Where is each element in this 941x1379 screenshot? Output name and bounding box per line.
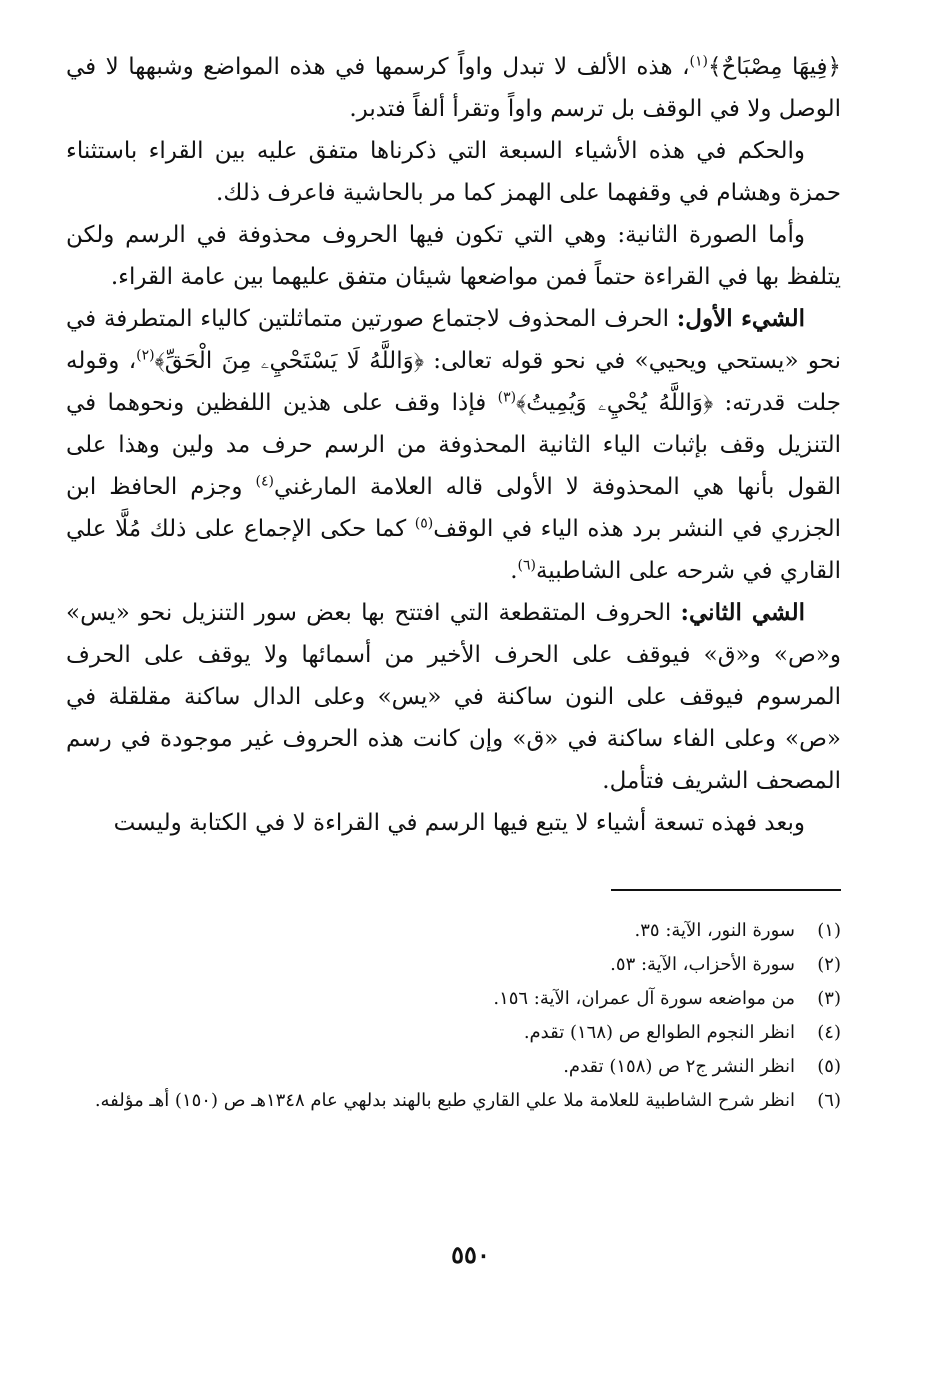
paragraph-4-text-d: وجزم الحافظ ابن الجزري في النشر برد هذه الياء في الوقف bbox=[66, 474, 841, 542]
footnote-6 bbox=[70, 1084, 841, 1118]
footnote-text: سورة النور، الآية: ٣٥. bbox=[634, 920, 795, 941]
paragraph-4-text-c: فإذا وقف على هذين اللفظين ونحوهما في التنزيل وقف بإثبات الياء الثانية المحذوفة من الرسم حرف مد ولين وهذا على القول بأنها هي المحذوفة لا الأولى قاله العلامة المارغني bbox=[66, 390, 841, 500]
section-label-first: الشيء الأول: bbox=[676, 305, 805, 332]
paragraph-2: والحكم في هذه الأشياء السبعة التي ذكرناها متفق عليه بين القراء باستثناء حمزة وهشام في وقفهما على الهمز كما مر بالحاشية فاعرف ذلك. bbox=[66, 138, 841, 206]
paragraph-4-text-e: كما حكى الإجماع على ذلك مُلَّا علي القاري في شرحه على الشاطبية bbox=[66, 516, 841, 584]
footnote-5 bbox=[70, 1050, 841, 1084]
paragraph-6: وبعد فهذه تسعة أشياء لا يتبع فيها الرسم في القراءة لا في الكتابة وليست bbox=[113, 810, 805, 836]
section-label-second: الشي الثاني: bbox=[680, 599, 805, 626]
footnote-ref-1: (١) bbox=[689, 53, 708, 70]
paragraph-4 bbox=[66, 298, 841, 592]
paragraph-4-text-b: ، وقوله جلت قدرته: ﴿وَاللَّهُ يُحْيِۦ وَيُمِيتُ﴾ bbox=[66, 348, 841, 416]
paragraph-1 bbox=[66, 46, 841, 130]
quran-verse: ﴿فِيهَا مِصْبَاحٌ﴾ bbox=[707, 54, 841, 80]
footnote-ref-4: (٤) bbox=[255, 473, 274, 490]
footnote-ref-6: (٦) bbox=[517, 557, 536, 574]
footnote-ref-5: (٥) bbox=[414, 515, 434, 532]
footnote-text: انظر النجوم الطوالع ص (١٦٨) تقدم. bbox=[523, 1022, 795, 1043]
footnote-2 bbox=[70, 948, 841, 982]
page-number: ٥٥٠ bbox=[451, 1240, 490, 1269]
footnote-number: (٦) bbox=[817, 1090, 841, 1111]
paragraph-3: وأما الصورة الثانية: وهي التي تكون فيها الحروف محذوفة في الرسم ولكن يتلفظ بها في القراءة حتماً فمن مواضعها شيئان متفق عليهما بين عامة القراء. bbox=[66, 222, 841, 290]
footnote-number: (١) bbox=[817, 920, 841, 941]
footnote-text: انظر النشر ج٢ ص (١٥٨) تقدم. bbox=[563, 1056, 795, 1077]
paragraph-5-text: الحروف المتقطعة التي افتتح بها بعض سور التنزيل نحو «يس» و«ص» و«ق» فيوقف على الحرف الأخير من أسمائها ولا يوقف على الحرف المرسوم فيوقف على النون ساكنة في «يس» وعلى الدال ساكنة مقلقلة في «ص» وعلى الفاء ساكنة في «ق» وإن كانت هذه الحروف غير موجودة في رسم المصحف الشريف فتأمل. bbox=[66, 600, 841, 794]
paragraph-4-text-f: . bbox=[510, 558, 518, 584]
footnote-text: من مواضعه سورة آل عمران، الآية: ١٥٦. bbox=[493, 988, 795, 1009]
footnote-separator bbox=[611, 889, 841, 891]
footnote-number: (٥) bbox=[817, 1056, 841, 1077]
footnote-number: (٢) bbox=[817, 954, 841, 975]
footnote-3 bbox=[70, 982, 841, 1016]
footnote-ref-2: (٢) bbox=[136, 347, 155, 364]
footnote-number: (٤) bbox=[817, 1022, 841, 1043]
paragraph-5 bbox=[66, 592, 841, 802]
footnote-1 bbox=[70, 914, 841, 948]
paragraph-4-text-a: الحرف المحذوف لاجتماع صورتين متماثلتين كالياء المتطرفة في نحو «يستحي ويحيي» في نحو قوله تعالى: ﴿وَاللَّهُ لَا يَسْتَحْيِۦ مِنَ الْحَقِّ﴾ bbox=[66, 306, 842, 374]
footnote-number: (٣) bbox=[817, 988, 841, 1009]
footnote-text: سورة الأحزاب، الآية: ٥٣. bbox=[610, 954, 795, 975]
footnotes bbox=[70, 914, 841, 1118]
main-text bbox=[66, 46, 841, 844]
footnote-ref-3: (٣) bbox=[497, 389, 517, 406]
footnote-text: انظر شرح الشاطبية للعلامة ملا علي القاري طبع بالهند بدلهي عام ١٣٤٨هـ ص (١٥٠) أهـ مؤلفه. bbox=[94, 1090, 795, 1111]
footnote-4 bbox=[70, 1016, 841, 1050]
paragraph-1-text: ، هذه الألف لا تبدل واواً كرسمها في هذه المواضع وشبهها لا في الوصل ولا في الوقف بل ترسم واواً وتقرأ ألفاً فتدبر. bbox=[66, 54, 841, 122]
